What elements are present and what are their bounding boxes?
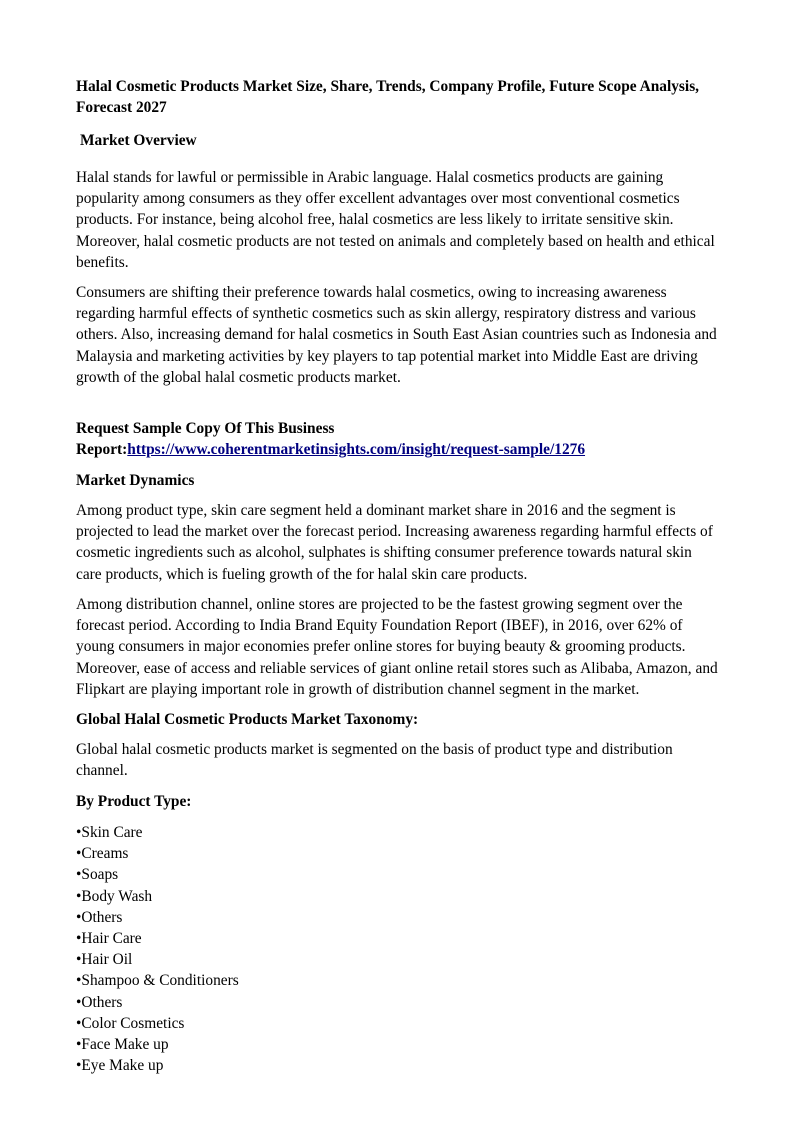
list-item: •Others bbox=[76, 993, 123, 1011]
market-dynamics-heading: Market Dynamics bbox=[76, 472, 195, 489]
list-item: •Hair Care bbox=[76, 930, 142, 948]
dynamics-paragraph-2: Among distribution channel, online stores are projected to be the fastest growing segment over the forecast period. According to India Brand Equity Foundation Report (IBEF), in 2016, over 62% of young consumers in major economies prefer online stores for buying beauty & grooming products. Moreover, ease of access and reliable services of giant online retail stores such as Alibaba, Amazon, and Flipkart are playing important role in growth of distribution channel segment in the market. bbox=[76, 596, 718, 698]
taxonomy-heading: Global Halal Cosmetic Products Market Taxonomy: bbox=[76, 711, 419, 728]
taxonomy-paragraph: Global halal cosmetic products market is segmented on the basis of product type and distribution channel. bbox=[76, 741, 673, 780]
list-item: •Creams bbox=[76, 845, 129, 863]
overview-paragraph-2: Consumers are shifting their preference towards halal cosmetics, owing to increasing awareness regarding harmful effects of synthetic cosmetics such as skin allergy, respiratory distress and various others. Also, increasing demand for halal cosmetics in South East Asian countries such as Indonesia and Malaysia and marketing activities by key players to tap potential market into Middle East are driving growth of the global halal cosmetic products market. bbox=[76, 284, 717, 386]
list-item: •Color Cosmetics bbox=[76, 1014, 185, 1032]
request-sample bbox=[76, 418, 636, 460]
list-item: •Others bbox=[76, 908, 123, 926]
list-item: •Eye Make up bbox=[76, 1057, 164, 1075]
dynamics-paragraph-1: Among product type, skin care segment held a dominant market share in 2016 and the segment is projected to lead the market over the forecast period. Increasing awareness regarding harmful effects of cosmetic ingredients such as alcohol, sulphates is shifting consumer preference towards natural skin care products, which is fueling growth of the for halal skin care products. bbox=[76, 502, 713, 583]
overview-paragraph-1: Halal stands for lawful or permissible in Arabic language. Halal cosmetics products are gaining popularity among consumers as they offer excellent advantages over most conventional cosmetics products. For instance, being alcohol free, halal cosmetics are less likely to irritate sensitive skin. Moreover, halal cosmetic products are not tested on animals and completely based on health and ethical benefits. bbox=[76, 169, 715, 271]
list-item: •Body Wash bbox=[76, 887, 153, 905]
list-item: •Hair Oil bbox=[76, 951, 133, 969]
list-item: •Soaps bbox=[76, 866, 119, 884]
list-item: •Skin Care bbox=[76, 824, 143, 841]
market-overview-heading: Market Overview bbox=[80, 132, 197, 149]
list-item: •Face Make up bbox=[76, 1036, 169, 1054]
list-item: •Shampoo & Conditioners bbox=[76, 972, 239, 990]
document-title: Halal Cosmetic Products Market Size, Share, Trends, Company Profile, Future Scope Analysis, Forecast 2027 bbox=[76, 78, 700, 117]
request-sample-link[interactable]: https://www.coherentmarketinsights.com/insight/request-sample/1276 bbox=[127, 441, 586, 459]
request-label: Request Sample Copy Of This Business Report: bbox=[76, 420, 335, 459]
product-type-heading: By Product Type: bbox=[76, 793, 192, 810]
product-type-list bbox=[76, 822, 721, 1076]
